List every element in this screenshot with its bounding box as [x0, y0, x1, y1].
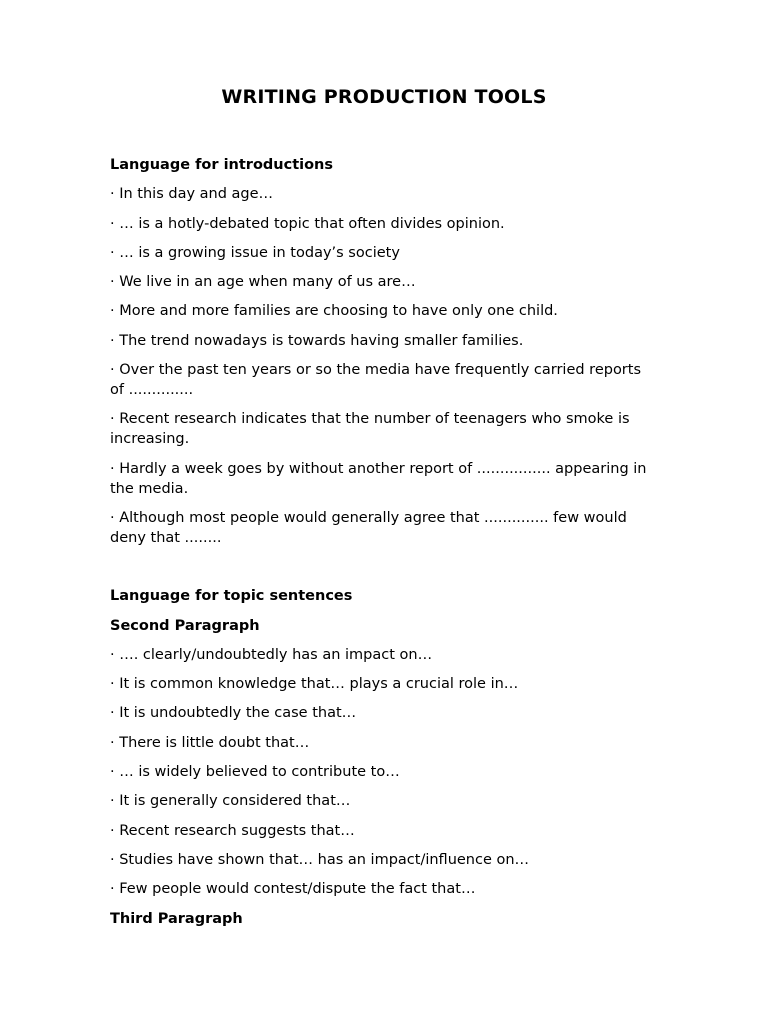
- list-item: · The trend nowadays is towards having smaller families.: [110, 332, 524, 349]
- list-item: · …. clearly/undoubtedly has an impact on…: [110, 646, 433, 663]
- list-item: · We live in an age when many of us are…: [110, 274, 416, 291]
- section-heading: Language for introductions: [110, 157, 334, 173]
- subsection-heading: Second Paragraph: [110, 617, 260, 634]
- list-item: · Few people would contest/dispute the fact that…: [110, 881, 476, 898]
- list-item: · There is little doubt that…: [110, 734, 310, 751]
- list-item: · Recent research suggests that…: [110, 822, 355, 839]
- list-item: · More and more families are choosing to have only one child.: [110, 303, 558, 320]
- list-item: · In this day and age…: [110, 186, 274, 203]
- list-item: · Over the past ten years or so the media have frequently carried reports of ..............: [110, 362, 642, 399]
- list-item: · It is common knowledge that… plays a crucial role in…: [110, 676, 519, 693]
- list-item: · Studies have shown that… has an impact/influence on…: [110, 851, 530, 868]
- section-heading: Language for topic sentences: [110, 588, 353, 605]
- section-introductions: [110, 155, 658, 548]
- list-item: · Although most people would generally agree that .............. few would deny that ........: [110, 509, 627, 546]
- page-title: WRITING PRODUCTION TOOLS: [221, 86, 547, 108]
- list-item: · … is widely believed to contribute to…: [110, 764, 400, 781]
- document-content: [110, 155, 658, 938]
- list-item: · Recent research indicates that the number of teenagers who smoke is increasing.: [110, 411, 630, 448]
- subsection-heading: Third Paragraph: [110, 910, 243, 927]
- section-topic-sentences: [110, 586, 658, 928]
- list-item: · It is generally considered that…: [110, 793, 351, 810]
- list-item: · Hardly a week goes by without another report of ................ appearing in the media.: [110, 460, 647, 497]
- list-item: · … is a growing issue in today’s society: [110, 244, 400, 261]
- list-item: · It is undoubtedly the case that…: [110, 705, 357, 722]
- section-spacer: [110, 557, 658, 586]
- list-item: · … is a hotly-debated topic that often divides opinion.: [110, 215, 505, 232]
